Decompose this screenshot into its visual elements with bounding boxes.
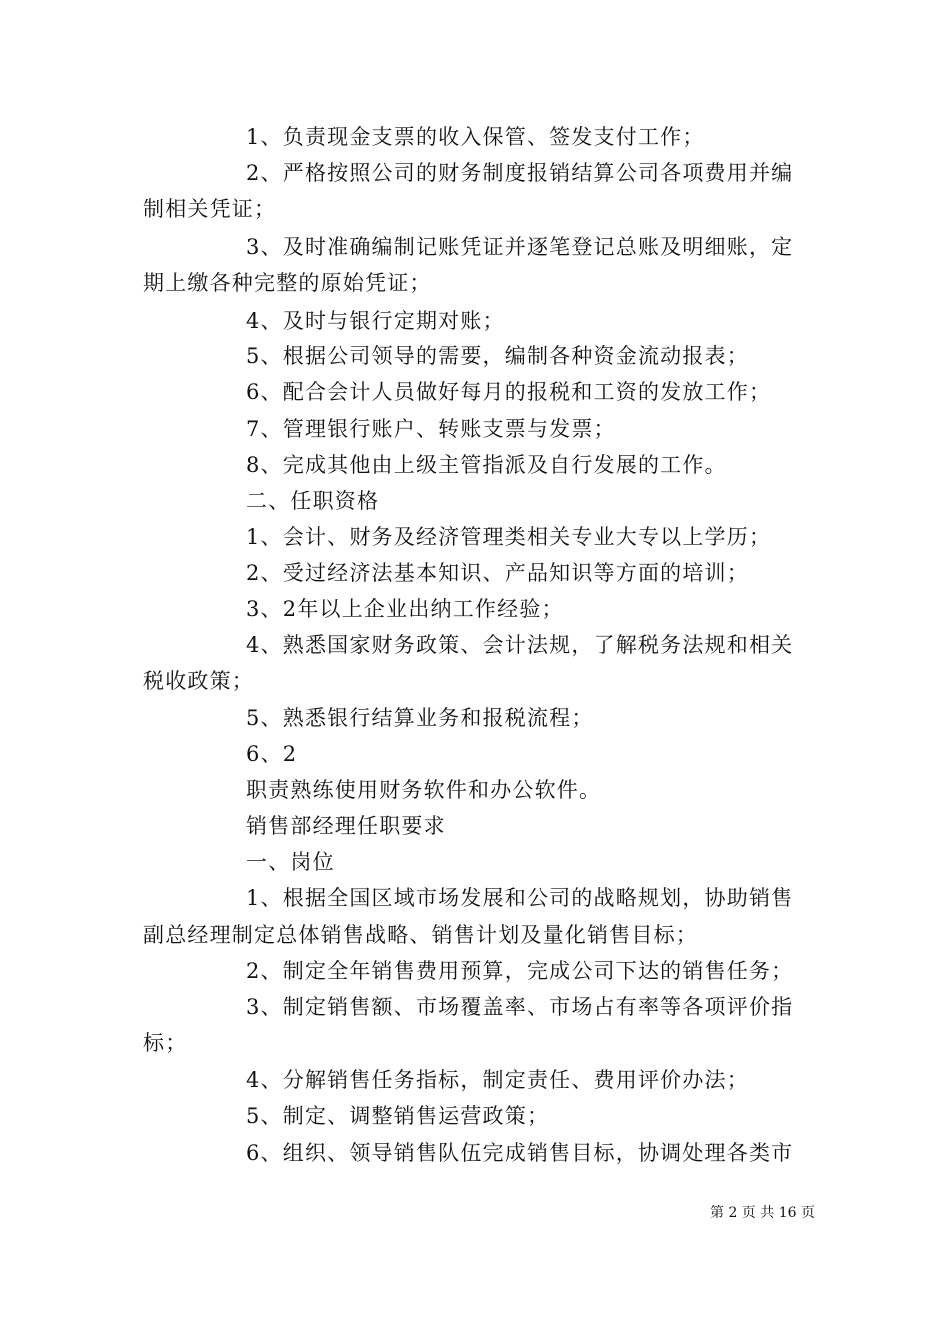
paragraph-line: 税收政策； <box>143 669 254 693</box>
paragraph-line: 2、严格按照公司的财务制度报销结算公司各项费用并编 <box>246 161 794 185</box>
paragraph-line: 6、配合会计人员做好每月的报税和工资的发放工作； <box>246 380 772 404</box>
paragraph-line: 制相关凭证； <box>143 197 277 221</box>
paragraph-line: 4、熟悉国家财务政策、会计法规，了解税务法规和相关 <box>246 633 794 657</box>
paragraph-line: 4、及时与银行定期对账； <box>246 309 505 333</box>
paragraph-line: 期上缴各种完整的原始凭证； <box>143 271 432 295</box>
paragraph-line: 5、熟悉银行结算业务和报税流程； <box>246 706 594 730</box>
paragraph-line: 副总经理制定总体销售战略、销售计划及量化销售目标； <box>143 923 698 947</box>
page-number-footer: 第 2 页 共 16 页 <box>710 1205 815 1221</box>
paragraph-line: 6、组织、领导销售队伍完成销售目标，协调处理各类市 <box>246 1141 794 1165</box>
paragraph-line: 3、制定销售额、市场覆盖率、市场占有率等各项评价指 <box>246 995 794 1019</box>
paragraph-line: 7、管理银行账户、转账支票与发票； <box>246 417 616 441</box>
paragraph-line: 3、及时准确编制记账凭证并逐笔登记总账及明细账，定 <box>246 235 794 259</box>
paragraph-line: 1、根据全国区域市场发展和公司的战略规划，协助销售 <box>246 886 794 910</box>
section-heading: 一、岗位 <box>246 850 335 874</box>
paragraph-line: 1、负责现金支票的收入保管、签发支付工作； <box>246 125 705 149</box>
section-title: 销售部经理任职要求 <box>246 814 446 838</box>
paragraph-line: 2、制定全年销售费用预算，完成公司下达的销售任务； <box>246 959 794 983</box>
section-heading: 二、任职资格 <box>246 489 380 513</box>
paragraph-line: 3、2年以上企业出纳工作经验； <box>246 597 564 621</box>
paragraph-line: 8、完成其他由上级主管指派及自行发展的工作。 <box>246 453 727 477</box>
paragraph-line: 职责熟练使用财务软件和办公软件。 <box>246 778 602 802</box>
paragraph-line: 5、制定、调整销售运营政策； <box>246 1104 550 1128</box>
paragraph-line: 1、会计、财务及经济管理类相关专业大专以上学历； <box>246 525 772 549</box>
paragraph-line: 标； <box>143 1031 188 1055</box>
paragraph-line: 4、分解销售任务指标，制定责任、费用评价办法； <box>246 1068 749 1092</box>
paragraph-line: 6、2 <box>246 742 298 766</box>
paragraph-line: 5、根据公司领导的需要，编制各种资金流动报表； <box>246 344 749 368</box>
paragraph-line: 2、受过经济法基本知识、产品知识等方面的培训； <box>246 561 749 585</box>
